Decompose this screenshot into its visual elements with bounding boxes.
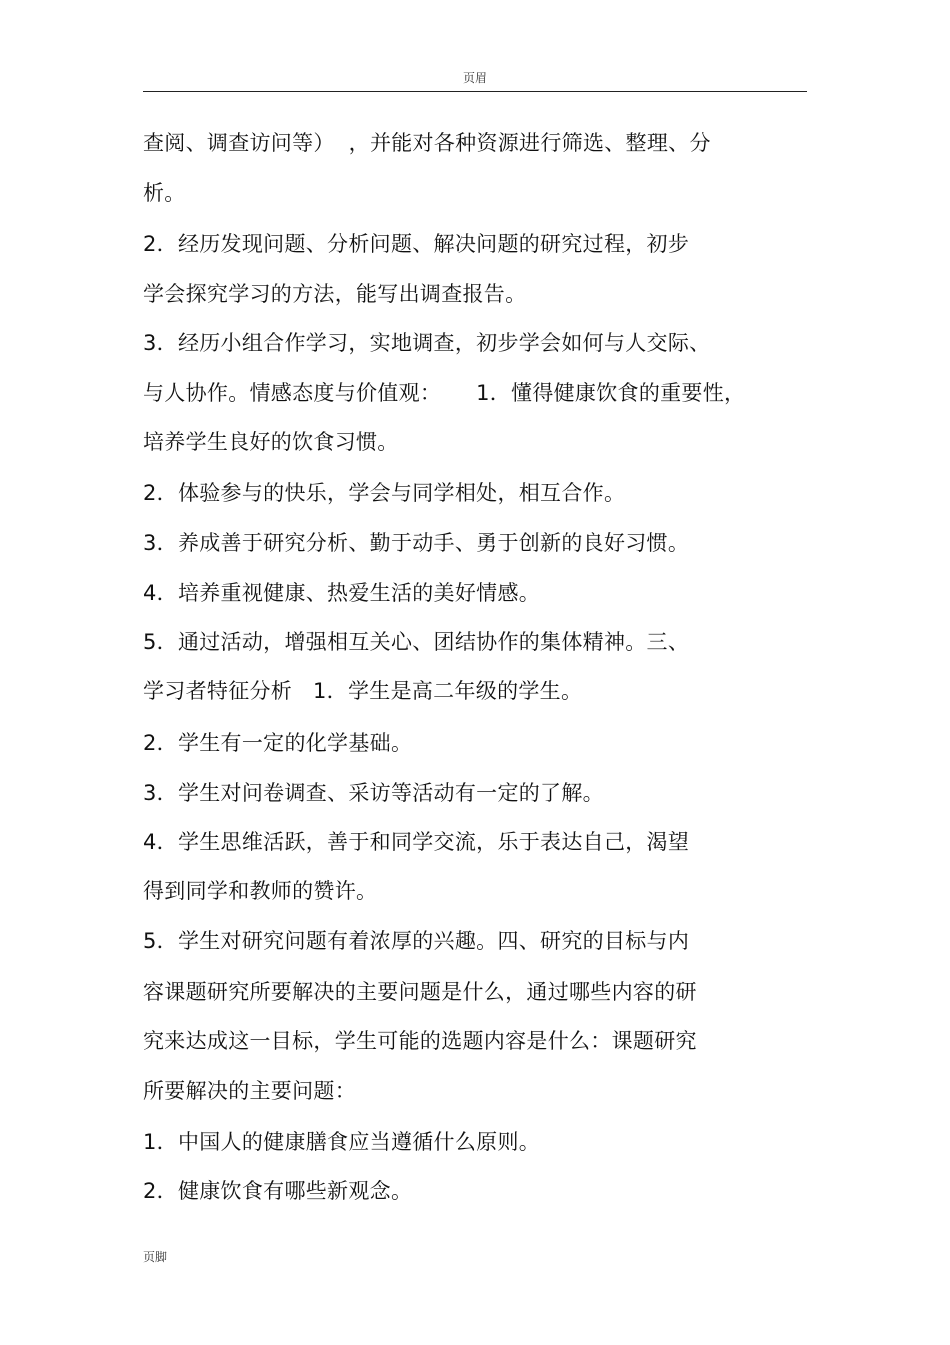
body-line: 析。 [143,181,186,205]
body-line: 1．中国人的健康膳食应当遵循什么原则。 [143,1130,541,1154]
body-line: 培养学生良好的饮食习惯。 [143,430,399,454]
page-header: 页眉 [462,71,487,85]
body-line: 5．通过活动，增强相互关心、团结协作的集体精神。三、 [143,630,690,654]
body-line: 2．经历发现问题、分析问题、解决问题的研究过程，初步 [143,232,690,256]
body-line: 3．经历小组合作学习，实地调查，初步学会如何与人交际、 [143,331,711,355]
body-line: 4．学生思维活跃，善于和同学交流，乐于表达自己，渴望 [143,830,690,854]
body-line: 容课题研究所要解决的主要问题是什么，通过哪些内容的研 [143,980,697,1004]
body-line: 2．学生有一定的化学基础。 [143,731,413,755]
body-line: 与人协作。情感态度与价值观： 1．懂得健康饮食的重要性， [143,381,746,405]
body-line: 学会探究学习的方法，能写出调查报告。 [143,282,527,306]
body-line: 5．学生对研究问题有着浓厚的兴趣。四、研究的目标与内 [143,929,690,953]
page-footer: 页脚 [143,1250,168,1264]
body-line: 4．培养重视健康、热爱生活的美好情感。 [143,581,541,605]
body-line: 3．养成善于研究分析、勤于动手、勇于创新的良好习惯。 [143,531,690,555]
body-line: 查阅、调查访问等） ，并能对各种资源进行筛选、整理、分 [143,131,711,155]
body-line: 得到同学和教师的赞许。 [143,879,378,903]
body-line: 3．学生对问卷调查、采访等活动有一定的了解。 [143,781,604,805]
body-line: 2．健康饮食有哪些新观念。 [143,1179,413,1203]
header-divider [143,91,807,92]
body-line: 究来达成这一目标，学生可能的选题内容是什么：课题研究 [143,1029,697,1053]
body-line: 2．体验参与的快乐，学会与同学相处，相互合作。 [143,481,626,505]
body-line: 所要解决的主要问题： [143,1079,356,1103]
body-line: 学习者特征分析 1．学生是高二年级的学生。 [143,679,583,703]
